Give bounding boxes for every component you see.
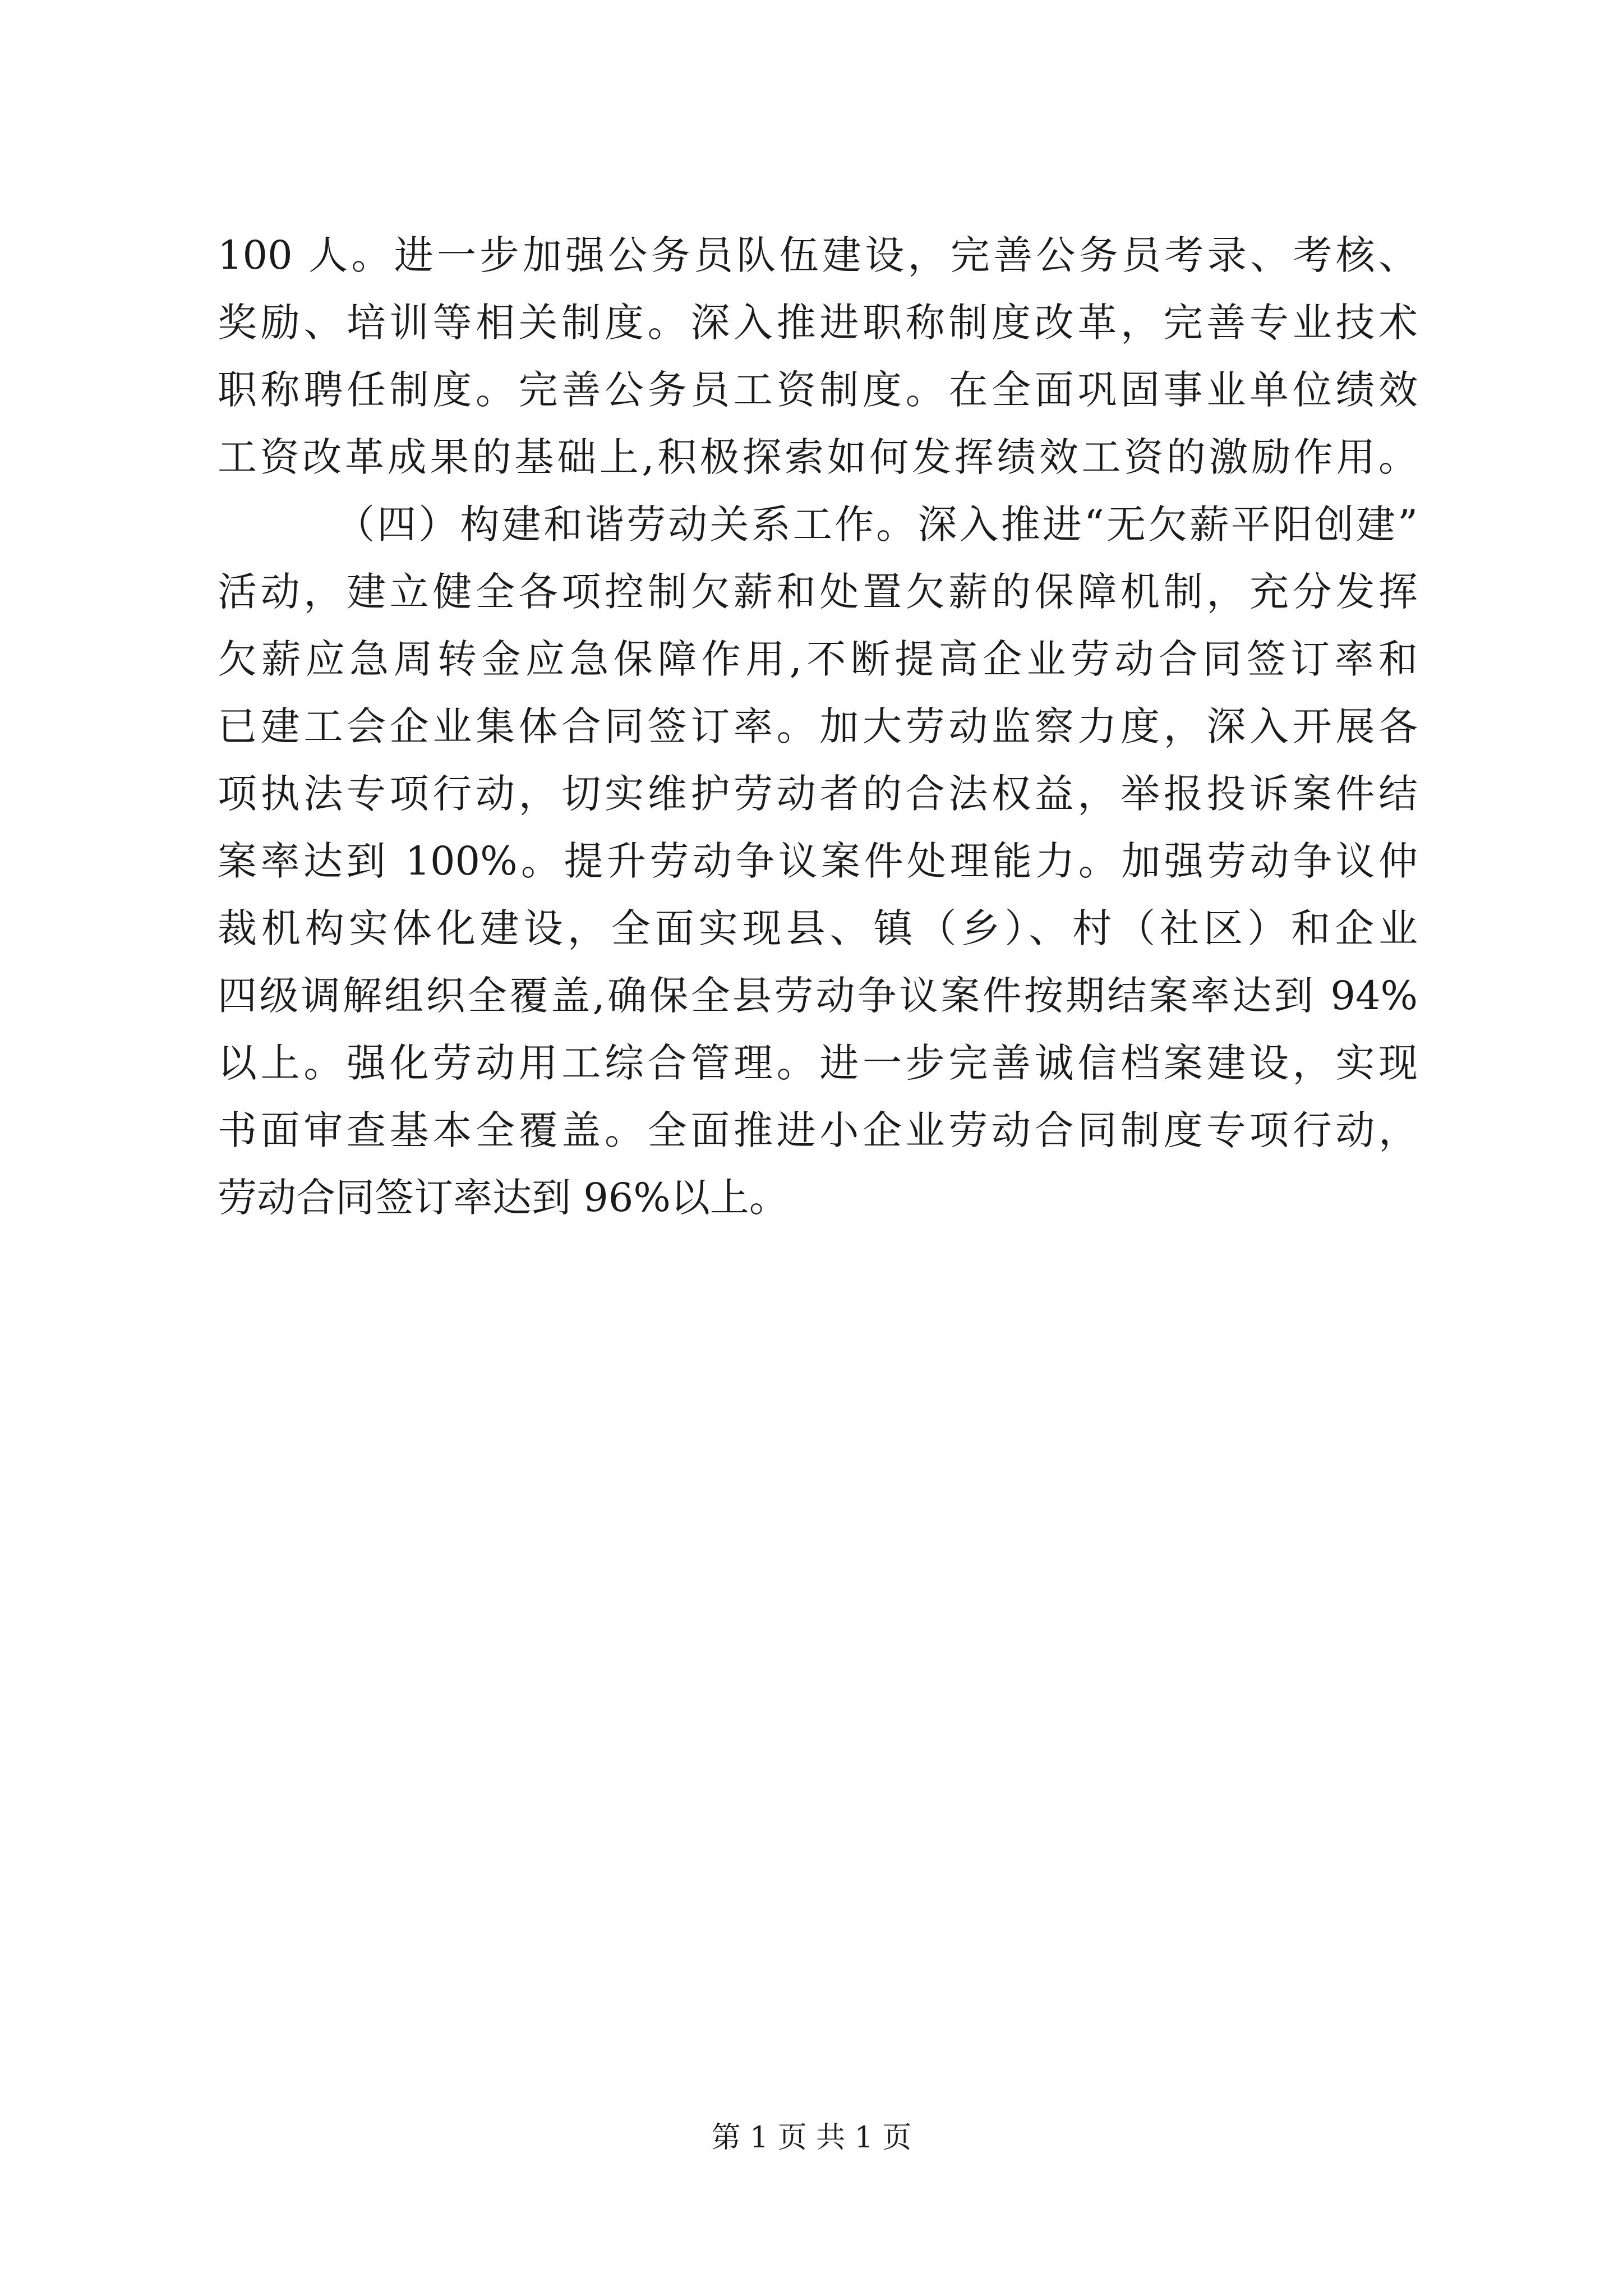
page-footer: 第 1 页 共 1 页: [711, 2121, 912, 2155]
text-line-11: 裁机构实体化建设，全面实现县、镇（乡）、村（社区）和企业: [218, 905, 1418, 951]
text-line-14: 书面审查基本全覆盖。全面推进小企业劳动合同制度专项行动，: [218, 1107, 1418, 1153]
text-line-8: 已建工会企业集体合同签订率。加大劳动监察力度，深入开展各: [218, 703, 1418, 749]
document-body: [218, 222, 1418, 1231]
text-line-15: 劳动合同签订率达到 96%以上。: [218, 1175, 789, 1221]
text-line-10: 案率达到 100%。提升劳动争议案件处理能力。加强劳动争议仲: [218, 838, 1418, 884]
text-line-1: 100 人。进一步加强公务员队伍建设，完善公务员考录、考核、: [218, 232, 1418, 278]
text-line-6: 活动，建立健全各项控制欠薪和处置欠薪的保障机制，充分发挥: [218, 569, 1418, 615]
text-line-3: 职称聘任制度。完善公务员工资制度。在全面巩固事业单位绩效: [218, 367, 1418, 413]
text-line-12: 四级调解组织全覆盖,确保全县劳动争议案件按期结案率达到 94%: [218, 973, 1418, 1019]
section-heading-line: （四）构建和谐劳动关系工作。深入推进“无欠薪平阳创建”: [335, 501, 1418, 547]
text-line-4: 工资改革成果的基础上,积极探索如何发挥绩效工资的激励作用。: [218, 434, 1418, 480]
text-line-2: 奖励、培训等相关制度。深入推进职称制度改革，完善专业技术: [218, 300, 1418, 346]
text-line-7: 欠薪应急周转金应急保障作用,不断提高企业劳动合同签订率和: [218, 636, 1418, 682]
text-line-13: 以上。强化劳动用工综合管理。进一步完善诚信档案建设，实现: [218, 1040, 1418, 1086]
text-line-9: 项执法专项行动，切实维护劳动者的合法权益，举报投诉案件结: [218, 771, 1418, 817]
